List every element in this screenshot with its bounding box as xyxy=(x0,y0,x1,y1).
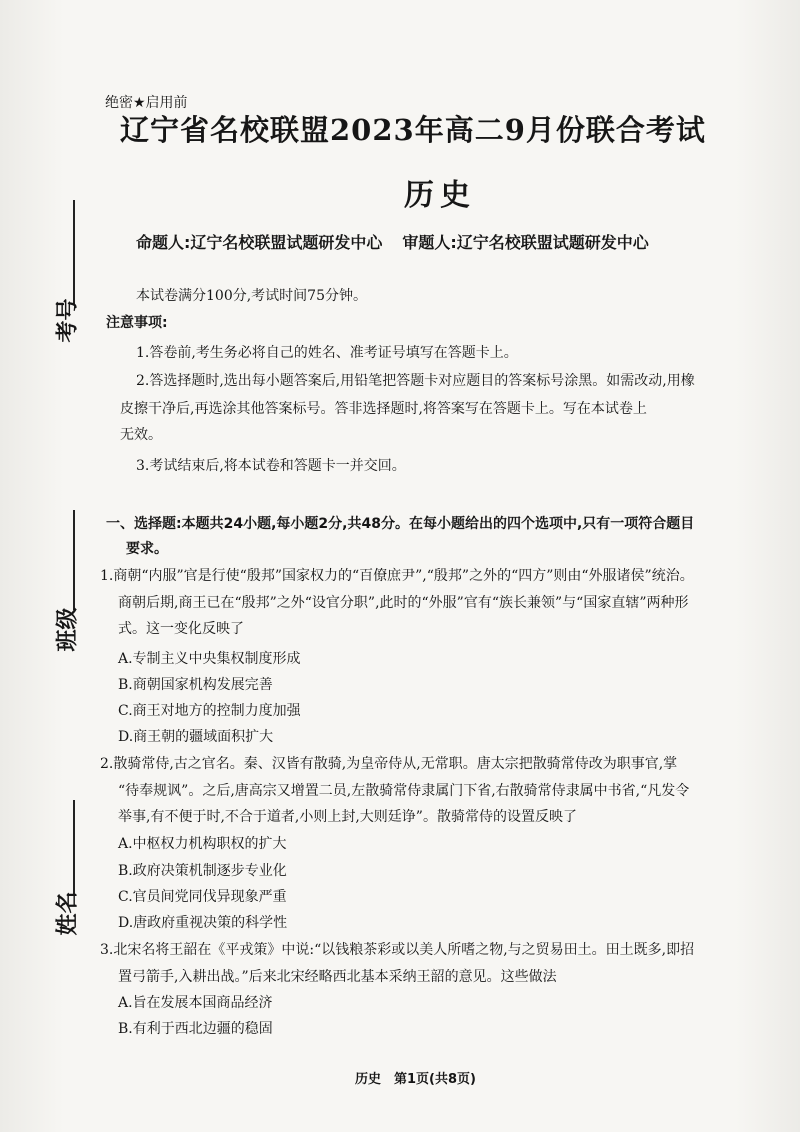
name-label: 姓名 xyxy=(55,891,81,936)
setter: 命题人:辽宁名校联盟试题研发中心 xyxy=(136,233,383,252)
option: A.旨在发展本国商品经济 xyxy=(118,995,273,1011)
notice-item: 皮擦干净后,再选涂其他答案标号。答非选择题时,将答案写在答题卡上。写在本试卷上 xyxy=(120,401,647,417)
page-footer: 历史 第1页(共8页) xyxy=(355,1072,476,1087)
option: A.专制主义中央集权制度形成 xyxy=(118,651,301,667)
question-text: 商朝后期,商王已在“殷邦”之外“设官分职”,此时的“外服”官有“族长兼领”与“国家直辖”两种形 xyxy=(118,595,689,611)
option: B.商朝国家机构发展完善 xyxy=(118,677,273,693)
notice-item: 2.答选择题时,选出每小题答案后,用铅笔把答题卡对应题目的答案标号涂黑。如需改动,用橡 xyxy=(136,373,695,389)
question-text: 1.商朝“内服”官是行使“殷邦”国家权力的“百僚庶尹”,“殷邦”之外的“四方”则由“外服诸侯”统治。 xyxy=(100,568,694,584)
name-line xyxy=(73,800,75,895)
option: B.政府决策机制逐步专业化 xyxy=(118,863,287,879)
section-heading: 一、选择题:本题共24小题,每小题2分,共48分。在每小题给出的四个选项中,只有一项符合题目 xyxy=(106,516,695,532)
question-text: 3.北宋名将王韶在《平戎策》中说:“以钱粮茶彩或以美人所嗜之物,与之贸易田土。田土既多,即招 xyxy=(100,942,695,958)
exam-title: 辽宁省名校联盟2023年高二9月份联合考试 xyxy=(120,113,706,147)
question-text: 式。这一变化反映了 xyxy=(118,621,244,637)
notice-item: 无效。 xyxy=(120,427,162,443)
question-text: “待奉规讽”。之后,唐高宗又增置二员,左散骑常侍隶属门下省,右散骑常侍隶属中书省,“凡发令 xyxy=(118,783,690,799)
question-text: 举事,有不便于时,不合于道者,小则上封,大则廷诤”。散骑常侍的设置反映了 xyxy=(118,809,577,825)
option: C.商王对地方的控制力度加强 xyxy=(118,703,301,719)
authors-line xyxy=(136,230,649,253)
class-line xyxy=(73,510,75,610)
subject-title: 历史 xyxy=(404,178,476,213)
option: C.官员间党同伐异现象严重 xyxy=(118,889,287,905)
confidential-mark: 绝密★启用前 xyxy=(105,95,188,111)
option: B.有利于西北边疆的稳固 xyxy=(118,1021,273,1037)
exam-no-label: 考号 xyxy=(55,298,81,343)
class-label: 班级 xyxy=(55,607,81,652)
option: D.商王朝的疆域面积扩大 xyxy=(118,729,274,745)
section-heading-cont: 要求。 xyxy=(126,541,168,557)
notice-item: 1.答卷前,考生务必将自己的姓名、准考证号填写在答题卡上。 xyxy=(136,345,518,361)
exam-no-line xyxy=(73,200,75,305)
question-text: 置弓箭手,入耕出战。”后来北宋经略西北基本采纳王韶的意见。这些做法 xyxy=(118,969,557,985)
intro-text: 本试卷满分100分,考试时间75分钟。 xyxy=(136,288,367,304)
question-text: 2.散骑常侍,古之官名。秦、汉皆有散骑,为皇帝侍从,无常职。唐太宗把散骑常侍改为职事官,掌 xyxy=(100,756,678,772)
notice-title: 注意事项: xyxy=(106,315,168,331)
reviewer: 审题人:辽宁名校联盟试题研发中心 xyxy=(402,233,649,252)
option: D.唐政府重视决策的科学性 xyxy=(118,915,288,931)
notice-item: 3.考试结束后,将本试卷和答题卡一并交回。 xyxy=(136,458,406,474)
option: A.中枢权力机构职权的扩大 xyxy=(118,836,287,852)
